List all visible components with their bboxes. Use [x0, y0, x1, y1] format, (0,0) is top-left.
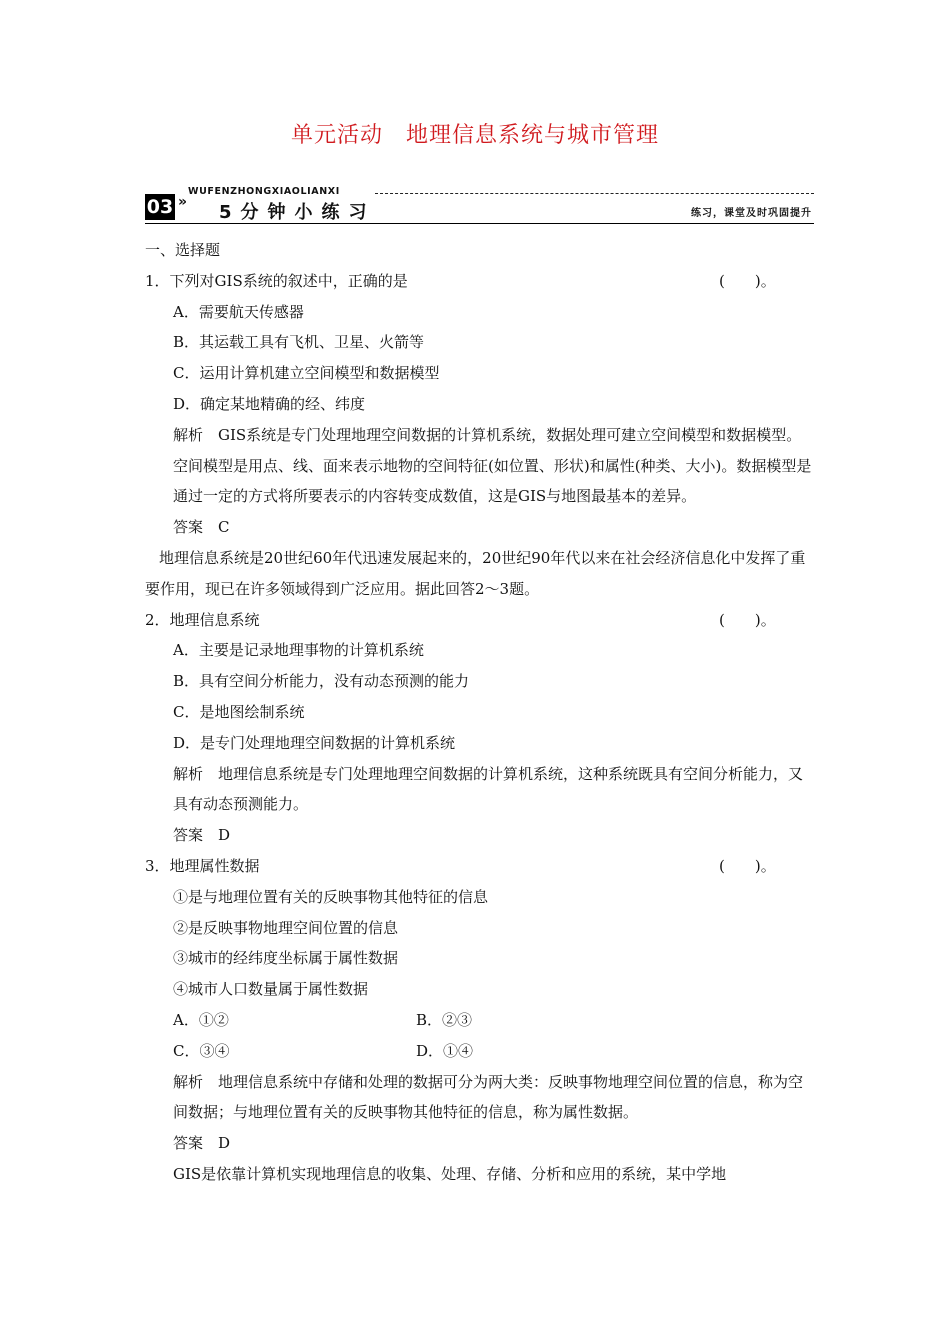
exercise-content [145, 235, 815, 1190]
question-1-option-d: D．确定某地精确的经、纬度 [173, 394, 366, 413]
banner-slogan: 练习，课堂及时巩固提升 [691, 208, 812, 219]
question-3-statement-3: ③城市的经纬度坐标属于属性数据 [173, 949, 399, 968]
question-2-answer: 答案 D [173, 826, 231, 845]
question-3-statement-1: ①是与地理位置有关的反映事物其他特征的信息 [173, 887, 489, 906]
trailing-paragraph: GIS是依靠计算机实现地理信息的收集、处理、存储、分析和应用的系统，某中学地 [173, 1164, 727, 1183]
question-1-answer: 答案 C [173, 518, 230, 537]
question-2-option-a: A．主要是记录地理事物的计算机系统 [173, 641, 424, 660]
question-text: 2．地理信息系统 [145, 610, 260, 629]
question-2-analysis: 解析 地理信息系统是专门处理地理空间数据的计算机系统，这种系统既具有空间分析能力，又具有动态预测能力。 [173, 764, 804, 814]
section-banner [145, 186, 814, 224]
question-1-option-b: B．其运载工具有飞机、卫星、火箭等 [173, 333, 425, 352]
question-1-option-a: A．需要航天传感器 [173, 302, 304, 321]
question-3-statement-4: ④城市人口数量属于属性数据 [173, 980, 369, 999]
intro-paragraph: 地理信息系统是20世纪60年代迅速发展起来的，20世纪90年代以来在社会经济信息化中发挥了重要作用，现已在许多领域得到广泛应用。据此回答2～3题。 [145, 548, 806, 598]
question-1-analysis: 解析 GIS系统是专门处理地理空间数据的计算机系统，数据处理可建立空间模型和数据模型。空间模型是用点、线、面来表示地物的空间特征(如位置、形状)和属性(种类、大小)。数据模型是通过一定的方式将所要表示的内容转变成数值，这是GIS与地图最基本的差异。 [173, 425, 812, 506]
question-1-option-c: C．运用计算机建立空间模型和数据模型 [173, 364, 440, 383]
question-3-analysis: 解析 地理信息系统中存储和处理的数据可分为两大类：反映事物地理空间位置的信息，称为空间数据；与地理位置有关的反映事物其他特征的信息，称为属性数据。 [173, 1072, 804, 1122]
answer-bracket: ( )。 [719, 856, 776, 875]
question-3-options-ab [145, 1005, 815, 1036]
question-3-stem [145, 851, 815, 882]
question-3-option-b: B．②③ [416, 1010, 473, 1029]
question-2-stem [145, 605, 815, 636]
answer-bracket: ( )。 [719, 271, 776, 290]
banner-dashed-divider [375, 193, 814, 194]
question-2-option-b: B．具有空间分析能力，没有动态预测的能力 [173, 672, 470, 691]
question-3-option-c: C．③④ [173, 1041, 230, 1060]
banner-pinyin: WUFENZHONGXIAOLIANXI [188, 186, 340, 197]
banner-name: 5分钟小练习 [219, 202, 376, 223]
question-1-stem [145, 266, 815, 297]
question-text: 3．地理属性数据 [145, 856, 260, 875]
question-3-options-cd [145, 1036, 815, 1067]
question-3-statement-2: ②是反映事物地理空间位置的信息 [173, 918, 399, 937]
double-arrow-icon: » [178, 194, 188, 210]
question-2-option-c: C．是地图绘制系统 [173, 702, 305, 721]
page-title: 单元活动 地理信息系统与城市管理 [290, 123, 659, 148]
question-3-answer: 答案 D [173, 1134, 231, 1153]
question-text: 1．下列对GIS系统的叙述中，正确的是 [145, 271, 408, 290]
section-number-badge: 03 [146, 196, 174, 218]
banner-rule [145, 223, 814, 224]
answer-bracket: ( )。 [719, 610, 776, 629]
section-heading: 一、选择题 [145, 241, 221, 259]
question-2-option-d: D．是专门处理地理空间数据的计算机系统 [173, 733, 456, 752]
question-3-option-d: D．①④ [416, 1041, 474, 1060]
question-3-option-a: A．①② [173, 1010, 229, 1029]
